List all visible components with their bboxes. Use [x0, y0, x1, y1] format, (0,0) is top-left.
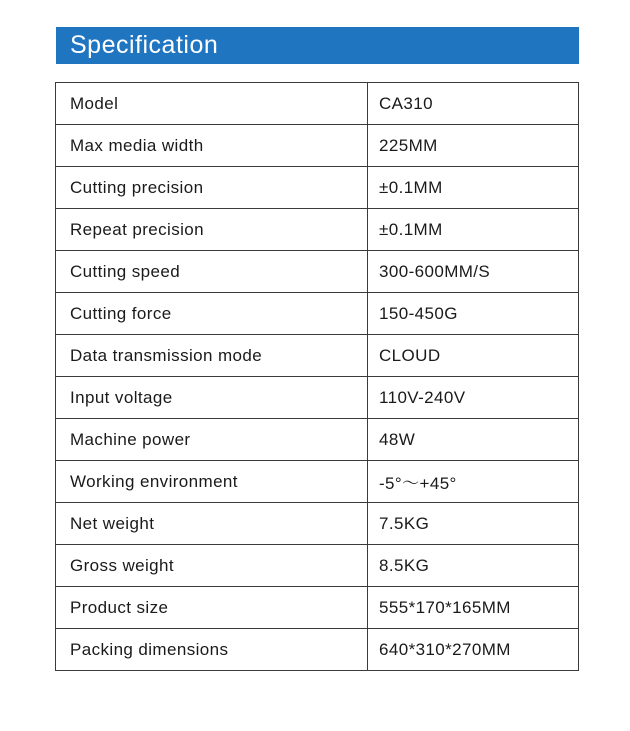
spec-value: 225MM — [368, 125, 579, 167]
spec-value: CA310 — [368, 83, 579, 125]
table-row — [56, 419, 579, 461]
table-row — [56, 377, 579, 419]
spec-label: Gross weight — [56, 545, 368, 587]
spec-label: Product size — [56, 587, 368, 629]
table-row — [56, 251, 579, 293]
table-row — [56, 545, 579, 587]
table-row — [56, 461, 579, 503]
spec-value: 48W — [368, 419, 579, 461]
spec-label: Cutting precision — [56, 167, 368, 209]
table-row — [56, 209, 579, 251]
table-row — [56, 503, 579, 545]
spec-label: Model — [56, 83, 368, 125]
spec-label: Net weight — [56, 503, 368, 545]
spec-value: 555*170*165MM — [368, 587, 579, 629]
spec-label: Machine power — [56, 419, 368, 461]
table-row — [56, 629, 579, 671]
page-title: Specification — [70, 31, 219, 59]
table-row — [56, 587, 579, 629]
spec-label: Packing dimensions — [56, 629, 368, 671]
specification-table — [55, 82, 579, 671]
spec-label: Repeat precision — [56, 209, 368, 251]
spec-value: 640*310*270MM — [368, 629, 579, 671]
spec-label: Cutting force — [56, 293, 368, 335]
spec-value: 8.5KG — [368, 545, 579, 587]
table-row — [56, 335, 579, 377]
spec-value: CLOUD — [368, 335, 579, 377]
spec-label: Max media width — [56, 125, 368, 167]
spec-label: Input voltage — [56, 377, 368, 419]
table-row — [56, 125, 579, 167]
spec-value: 110V-240V — [368, 377, 579, 419]
spec-label: Working environment — [56, 461, 368, 503]
spec-value: 150-450G — [368, 293, 579, 335]
spec-value: 7.5KG — [368, 503, 579, 545]
table-row — [56, 83, 579, 125]
spec-label: Data transmission mode — [56, 335, 368, 377]
table-row — [56, 293, 579, 335]
spec-value: -5°～+45° — [368, 461, 579, 503]
spec-value: ±0.1MM — [368, 209, 579, 251]
spec-value: ±0.1MM — [368, 167, 579, 209]
specification-header — [56, 27, 579, 64]
spec-label: Cutting speed — [56, 251, 368, 293]
table-row — [56, 167, 579, 209]
spec-value: 300-600MM/S — [368, 251, 579, 293]
